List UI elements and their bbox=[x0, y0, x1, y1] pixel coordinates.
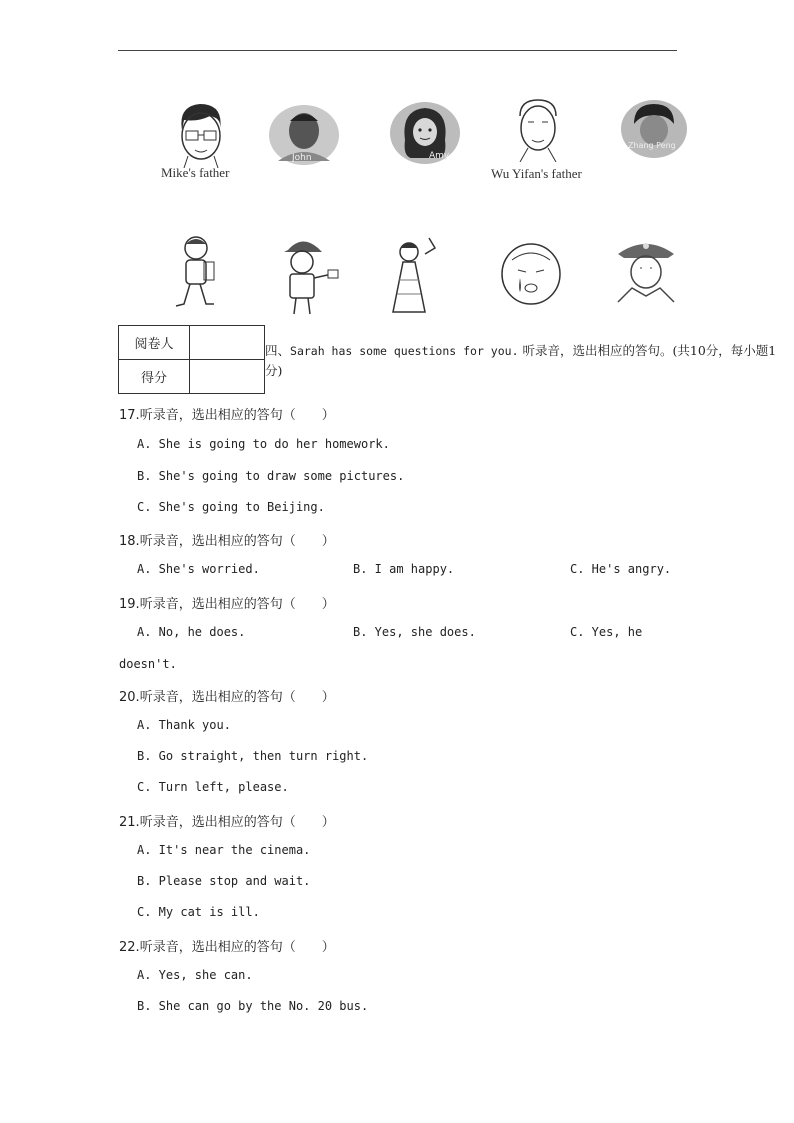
question-number: 17. bbox=[119, 408, 140, 423]
zhang-peng-label: Zhang Peng bbox=[628, 141, 676, 150]
option-a: A. She's worried. bbox=[137, 562, 260, 576]
question-prompt: 听录音，选出相应的答句（ ） bbox=[139, 690, 335, 705]
question-number: 22. bbox=[119, 940, 140, 955]
section-heading bbox=[265, 341, 790, 381]
question-21 bbox=[119, 811, 335, 830]
option-c: C. Yes, he bbox=[570, 625, 643, 639]
section-text-en: Sarah has some questions for you. bbox=[290, 344, 519, 358]
mikes-father-picture bbox=[170, 100, 230, 168]
postman-picture bbox=[272, 234, 340, 318]
dancer-picture bbox=[385, 234, 441, 316]
question-prompt: 听录音，选出相应的答句（ ） bbox=[139, 597, 335, 612]
option-b: B. Yes, she does. bbox=[353, 625, 476, 639]
question-prompt: 听录音，选出相应的答句（ ） bbox=[139, 815, 335, 830]
option-a: A. She is going to do her homework. bbox=[137, 437, 390, 451]
police-officer-picture bbox=[612, 234, 680, 304]
option-b: B. I am happy. bbox=[353, 562, 455, 576]
reviewer-label: 阅卷人 bbox=[119, 326, 190, 360]
section-text-zh: 听录音，选出相应的答句。(共10分，每小题1分) bbox=[265, 343, 777, 378]
score-label: 得分 bbox=[119, 360, 190, 394]
reviewer-field bbox=[190, 326, 265, 360]
amy-picture bbox=[389, 100, 461, 166]
question-number: 20. bbox=[119, 690, 140, 705]
option-b: B. She can go by the No. 20 bus. bbox=[137, 999, 369, 1013]
option-c: C. He's angry. bbox=[570, 562, 672, 576]
score-box bbox=[118, 325, 265, 394]
john-picture bbox=[268, 103, 340, 167]
question-number: 21. bbox=[119, 815, 140, 830]
wu-yifans-father-picture bbox=[510, 98, 566, 162]
john-label: John bbox=[292, 153, 312, 163]
question-20 bbox=[119, 686, 335, 705]
question-prompt: 听录音，选出相应的答句（ ） bbox=[139, 534, 335, 549]
question-number: 18. bbox=[119, 534, 140, 549]
header-rule bbox=[118, 50, 677, 51]
wu-yifans-father-caption: Wu Yifan's father bbox=[491, 166, 582, 181]
question-18 bbox=[119, 530, 335, 549]
option-c-continuation: doesn't. bbox=[119, 657, 177, 671]
question-19 bbox=[119, 593, 335, 612]
section-number: 四、 bbox=[265, 343, 291, 358]
option-c: C. My cat is ill. bbox=[137, 905, 260, 919]
zhang-peng-picture bbox=[620, 98, 688, 160]
option-b: B. Go straight, then turn right. bbox=[137, 749, 369, 763]
boy-walking-picture bbox=[168, 234, 224, 314]
option-b: B. Please stop and wait. bbox=[137, 874, 311, 888]
question-number: 19. bbox=[119, 597, 140, 612]
question-prompt: 听录音，选出相应的答句（ ） bbox=[139, 940, 335, 955]
question-17 bbox=[119, 404, 335, 423]
mikes-father-caption: Mike's father bbox=[161, 165, 230, 180]
score-field bbox=[190, 360, 265, 394]
question-22 bbox=[119, 936, 335, 955]
option-a: A. It's near the cinema. bbox=[137, 843, 311, 857]
option-c: C. Turn left, please. bbox=[137, 780, 289, 794]
crying-face-picture bbox=[498, 238, 564, 312]
option-a: A. No, he does. bbox=[137, 625, 246, 639]
option-a: A. Yes, she can. bbox=[137, 968, 253, 982]
option-c: C. She's going to Beijing. bbox=[137, 500, 325, 514]
option-b: B. She's going to draw some pictures. bbox=[137, 469, 405, 483]
amy-label: Amy bbox=[429, 151, 450, 161]
question-prompt: 听录音，选出相应的答句（ ） bbox=[139, 408, 335, 423]
option-a: A. Thank you. bbox=[137, 718, 231, 732]
